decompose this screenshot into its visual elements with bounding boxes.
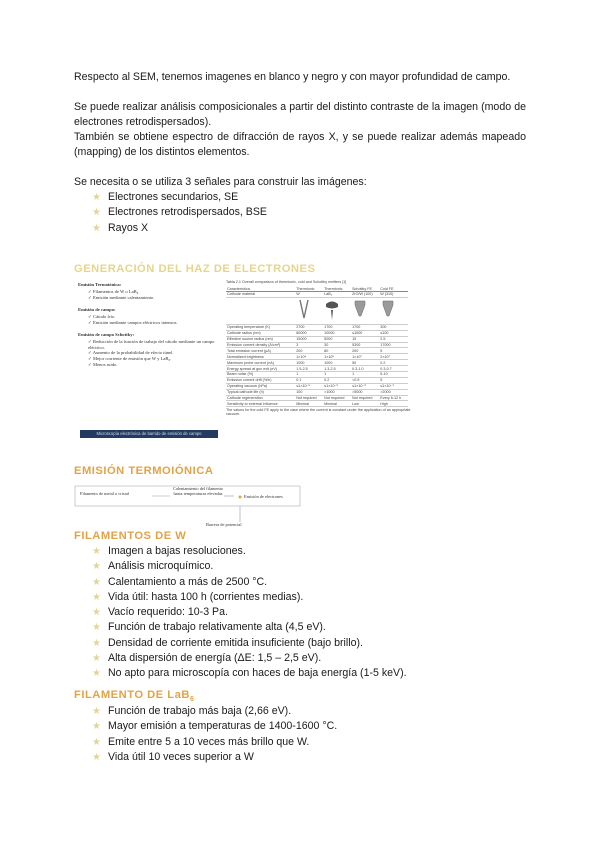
fesem-button[interactable]: Microscopía electrónica de barrido de emisión de campo xyxy=(80,430,218,438)
table-header-cell: Thermionic xyxy=(323,286,351,292)
w-list-item xyxy=(92,575,407,590)
table-cell: 5-10 xyxy=(379,372,408,378)
table-cell: ≤1×10⁻⁵ xyxy=(295,383,323,389)
list-item-text: Electrones retrodispersados, BSE xyxy=(108,206,267,219)
star-bullet-icon: ★ xyxy=(92,222,101,234)
thermionic-schematic xyxy=(74,480,310,530)
star-bullet-icon: ★ xyxy=(92,653,101,665)
thermionic-item: ✓ Emisión mediante calentamiento. xyxy=(88,295,220,301)
star-bullet-icon: ★ xyxy=(92,207,101,219)
table-cell: 300 xyxy=(379,324,408,330)
table-cell: >2000 xyxy=(379,389,408,395)
star-bullet-icon: ★ xyxy=(92,751,101,763)
table-cell: 5300 xyxy=(351,342,379,348)
table-cell: 0.3-1.0 xyxy=(351,366,379,372)
list-item-text: Función de trabajo relativamente alta (4,5 eV). xyxy=(108,621,326,634)
lab6-crystal-icon xyxy=(324,298,340,322)
table-cell: W xyxy=(295,292,323,298)
w-list-item xyxy=(92,605,407,620)
table-cell: Not required xyxy=(351,395,379,401)
star-bullet-icon: ★ xyxy=(92,668,101,680)
w-list-item xyxy=(92,559,407,574)
schottky-item: ✓ Aumento de la probabilidad de efecto túnel. xyxy=(88,350,220,356)
table-cell: 0.3-0.7 xyxy=(379,366,408,372)
star-bullet-icon: ★ xyxy=(92,546,101,557)
table-cell: Cathode radius (nm) xyxy=(226,330,295,336)
table-cell: 100 xyxy=(295,389,323,395)
emitter-types-figure xyxy=(74,282,220,442)
section-title-filamentos-w: FILAMENTOS DE W xyxy=(74,530,187,542)
list-item-text: Imagen a bajas resoluciones. xyxy=(108,545,246,557)
star-bullet-icon: ★ xyxy=(92,192,101,203)
table-row xyxy=(226,401,408,407)
field-item: ✓ Emisión mediante campos eléctricos intensos. xyxy=(88,320,220,326)
emitter-section-schottky: Emisión de campo Schottky: xyxy=(78,332,135,337)
table-cell: Beam noise (%) xyxy=(226,372,295,378)
table-cell: 5 xyxy=(379,377,408,383)
cold-fe-tip-icon xyxy=(380,298,396,322)
thermionic-items xyxy=(74,289,220,301)
intro-paragraph-xray: También se obtiene espectro de difracción de rayos X, y se puede realizar además mapeado (mapping) de los distintos elementos. xyxy=(74,131,526,158)
table-cell: 1700 xyxy=(351,324,379,330)
field-items xyxy=(74,314,220,326)
section-title-emision: EMISIÓN TERMOIÓNICA xyxy=(74,465,214,477)
table-cell: Maximum probe current (nA) xyxy=(226,360,295,366)
lab6-list-item xyxy=(92,704,337,719)
table-cell: 1×10⁵ xyxy=(323,354,351,360)
table-cell: 15 xyxy=(351,336,379,342)
table-header-cell: Cold FE xyxy=(379,286,408,292)
list-item-text: Mayor emisión a temperaturas de 1400-1600 °C. xyxy=(108,720,338,733)
list-item-text: Análisis microquímico. xyxy=(108,560,214,573)
lab6-list-item xyxy=(92,719,337,734)
w-filament-list xyxy=(92,544,407,682)
w-list-item xyxy=(92,651,407,666)
lab6-list-item xyxy=(92,735,337,750)
lab6-filament-list xyxy=(92,704,337,765)
star-bullet-icon: ★ xyxy=(92,561,101,573)
table-cell: 0.1 xyxy=(295,377,323,383)
table-cell: Cathode material xyxy=(226,292,295,298)
table-cell: Emission current drift (%/h) xyxy=(226,377,295,383)
schottky-tip-icon xyxy=(352,298,368,322)
list-item-text: Calentamiento a más de 2500 °C. xyxy=(108,575,268,588)
schottky-item: ✓ Mejor corriente de emisión que W y LaB₆. xyxy=(88,356,220,362)
table-cell: ≤1×10⁻⁹ xyxy=(379,383,408,389)
star-bullet-icon: ★ xyxy=(92,706,101,717)
table-cell: 1 xyxy=(351,372,379,378)
table-cell: 1.3-2.5 xyxy=(323,366,351,372)
table-cell: Cathode regeneration xyxy=(226,395,295,401)
table-cell: Minimal xyxy=(295,401,323,407)
table-cell: 15000 xyxy=(295,336,323,342)
table-footnote: The values for the cold FE apply to the case where the current is constant under the application of an appropriate vacuum. xyxy=(226,408,411,417)
table-cell: 1×10⁴ xyxy=(295,354,323,360)
section-title-generacion: GENERACIÓN DEL HAZ DE ELECTRONES xyxy=(74,263,316,275)
schottky-item: ✓ Menos ruido. xyxy=(88,362,220,368)
table-cell: 1 xyxy=(323,372,351,378)
table-cell: 17000 xyxy=(379,342,408,348)
table-cell: 3 xyxy=(295,342,323,348)
table-cell: Low xyxy=(351,401,379,407)
table-cell xyxy=(226,297,295,324)
field-item: ✓ Cátodo frío. xyxy=(88,314,220,320)
table-cell: 1×10⁷ xyxy=(351,354,379,360)
table-cell: Typical cathode life (h) xyxy=(226,389,295,395)
w-list-item xyxy=(92,544,407,559)
table-cell: ≤1×10⁻⁶ xyxy=(323,383,351,389)
list-item-text: Alta dispersión de energía (ΔE: 1,5 – 2,5 eV). xyxy=(108,652,322,665)
table-cell: 1.5-2.5 xyxy=(295,366,323,372)
table-cell: High xyxy=(379,401,408,407)
table-cell: 0.2 xyxy=(323,377,351,383)
table-cell: Emission current density (A/cm²) xyxy=(226,342,295,348)
emitter-comparison-table-figure xyxy=(226,280,412,440)
list-item-text: Rayos X xyxy=(108,221,149,234)
table-cell: 10000 xyxy=(323,330,351,336)
section-title-filamento-lab6 xyxy=(74,689,194,703)
list-item-text: Función de trabajo más baja (2,66 eV). xyxy=(108,705,292,717)
table-cell: 80 xyxy=(323,348,351,354)
table-cell: 200 xyxy=(295,348,323,354)
list-item-text: Densidad de corriente emitida insuficiente (bajo brillo). xyxy=(108,636,363,649)
table-cell: 1000 xyxy=(323,360,351,366)
lab6-title-text: FILAMENTO DE LaB xyxy=(74,689,190,701)
hairpin-filament-icon xyxy=(296,298,312,322)
table-cell: 5 xyxy=(379,348,408,354)
table-cell: ZrO/W (100) xyxy=(351,292,379,298)
signal-list-item xyxy=(92,205,267,220)
emitter-section-field: Emisión de campo: xyxy=(78,307,116,312)
table-header-cell: Schottky FE xyxy=(351,286,379,292)
star-bullet-icon: ★ xyxy=(92,607,101,619)
table-cell: 50 xyxy=(351,360,379,366)
list-item-text: Vida útil: hasta 100 h (corrientes medias). xyxy=(108,590,304,603)
emitter-icon-row xyxy=(226,297,408,324)
table-cell: 1 xyxy=(295,372,323,378)
w-list-item xyxy=(92,590,407,605)
table-cell: 30 xyxy=(323,342,351,348)
emitter-section-thermionic: Emisión Termoiónica: xyxy=(78,282,122,287)
star-bullet-icon: ★ xyxy=(92,637,101,649)
signal-list-item xyxy=(92,221,267,236)
table-cell: 2×10⁷ xyxy=(379,354,408,360)
thermionic-item: ✓ Filamentos de W o LaB₆ xyxy=(88,289,220,295)
table-cell: LaB₆ xyxy=(323,292,351,298)
table-cell: >1000 xyxy=(323,389,351,395)
list-item-text: Vida útil 10 veces superior a W xyxy=(108,750,254,763)
table-cell: 60000 xyxy=(295,330,323,336)
schematic-bottom-label: Barrera de potencial xyxy=(206,522,242,527)
table-cell: 0.2 xyxy=(379,360,408,366)
lab6-list-item xyxy=(92,750,337,765)
intro-paragraph-sem: Respecto al SEM, tenemos imagenes en blanco y negro y con mayor profundidad de campo. xyxy=(74,71,511,83)
table-cell: 1700 xyxy=(323,324,351,330)
signals-list xyxy=(92,190,267,236)
intro-paragraph-signals: Se necesita o se utiliza 3 señales para construir las imágenes: xyxy=(74,176,367,188)
table-cell: ≤1000 xyxy=(351,330,379,336)
intro-paragraph-composition: Se puede realizar análisis composicionales a partir del distinto contraste de la imagen (modo de electrones retrodispersados). xyxy=(74,101,526,128)
table-cell: Operating vacuum (hPa) xyxy=(226,383,295,389)
star-bullet-icon: ★ xyxy=(92,591,101,603)
schematic-box-heating: Calentamiento del filamento hasta temperaturas elevadas xyxy=(173,486,223,496)
table-cell: Sensitivity to external influence xyxy=(226,401,295,407)
table-cell: Not required xyxy=(323,395,351,401)
schematic-box-emission: Emisión de electrones xyxy=(244,494,283,499)
signal-list-item xyxy=(92,190,267,205)
table-cell: 2.5 xyxy=(379,336,408,342)
table-cell: >5000 xyxy=(351,389,379,395)
table-cell: Every 6-12 h xyxy=(379,395,408,401)
table-cell: 200 xyxy=(351,348,379,354)
table-cell: 1000 xyxy=(295,360,323,366)
lab6-title-subscript: 6 xyxy=(189,696,195,704)
table-cell: W (310) xyxy=(379,292,408,298)
table-cell: <0.5 xyxy=(351,377,379,383)
table-cell: Minimal xyxy=(323,401,351,407)
table-cell: Total emission current (µA) xyxy=(226,348,295,354)
table-cell: Not required xyxy=(295,395,323,401)
star-bullet-icon: ★ xyxy=(92,721,101,733)
emitter-icon-cell xyxy=(323,297,351,324)
w-list-item xyxy=(92,636,407,651)
table-cell: 2700 xyxy=(295,324,323,330)
list-item-text: No apto para microscopía con haces de baja energía (1-5 keV). xyxy=(108,667,407,680)
table-cell: ≤1×10⁻⁸ xyxy=(351,383,379,389)
table-cell: Operating temperature (K) xyxy=(226,324,295,330)
table-cell: Normalized brightness xyxy=(226,354,295,360)
table-cell: Effective source radius (nm) xyxy=(226,336,295,342)
table-header-cell: Característica xyxy=(226,286,295,292)
table-cell: ≤100 xyxy=(379,330,408,336)
star-bullet-icon: ★ xyxy=(92,576,101,588)
table-caption: Tabla 2.1 Overall comparison of thermionic, cold and Schottky emitters [1] xyxy=(226,280,347,284)
schottky-items xyxy=(74,339,220,368)
list-item-text: Vacío requerido: 10-3 Pa. xyxy=(108,606,228,619)
emitter-icon-cell xyxy=(351,297,379,324)
star-bullet-icon: ★ xyxy=(92,736,101,748)
star-bullet-icon: ★ xyxy=(92,622,101,634)
schematic-box-filament: Filamento de metal o cristal xyxy=(80,491,130,496)
emitter-icon-cell xyxy=(379,297,408,324)
w-list-item xyxy=(92,666,407,681)
table-header-cell: Thermionic xyxy=(295,286,323,292)
emitter-icon-cell xyxy=(295,297,323,324)
table-cell: 5000 xyxy=(323,336,351,342)
table-cell: Energy spread at gun exit (eV) xyxy=(226,366,295,372)
list-item-text: Emite entre 5 a 10 veces más brillo que W. xyxy=(108,735,310,748)
emitter-comparison-table xyxy=(226,286,408,407)
schottky-item: ✓ Reducción de la función de trabajo del cátodo mediante un campo eléctrico. xyxy=(88,339,220,350)
list-item-text: Electrones secundarios, SE xyxy=(108,191,239,203)
w-list-item xyxy=(92,620,407,635)
